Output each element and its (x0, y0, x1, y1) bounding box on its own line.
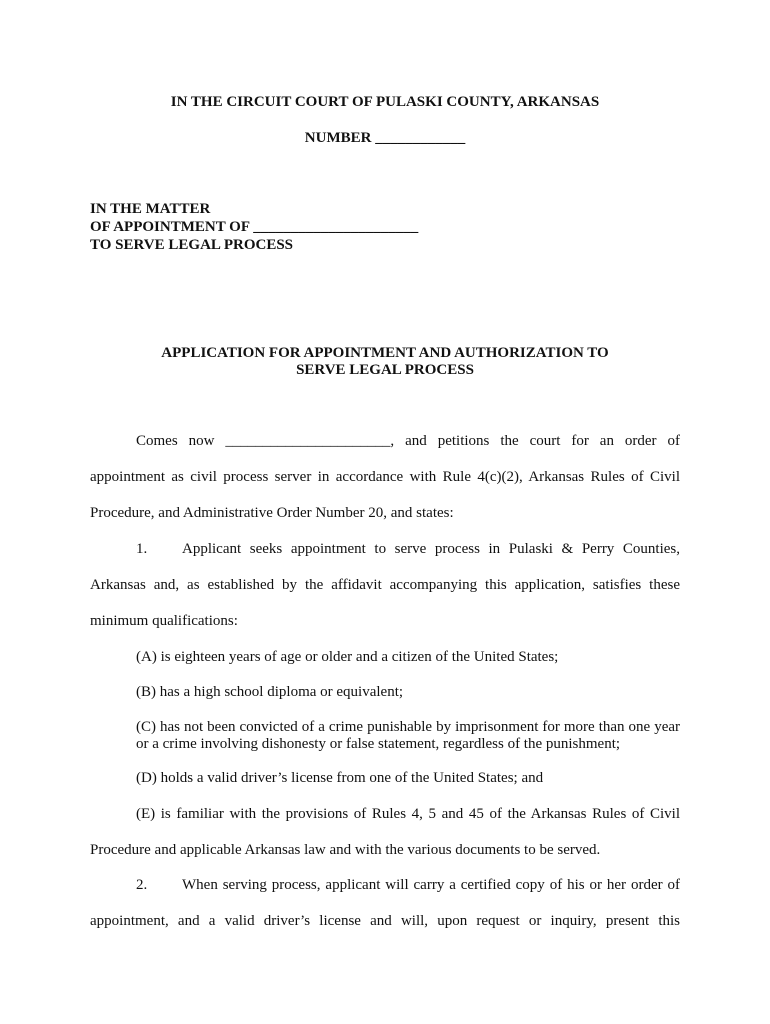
document-title-line-2: SERVE LEGAL PROCESS (296, 362, 474, 378)
intro-line-3: Procedure, and Administrative Order Number 20, and states: (90, 505, 454, 521)
intro-line-1: Comes now ______________________, and petitions the court for an order of (136, 433, 680, 449)
qualification-c-line-2: or a crime involving dishonesty or false statement, regardless of the punishment; (136, 736, 621, 752)
intro-line-2: appointment as civil process server in accordance with Rule 4(c)(2), Arkansas Rules of Civil (90, 469, 680, 485)
para-1-number: 1. (136, 541, 148, 557)
qualification-c-line-1: (C) has not been convicted of a crime punishable by imprisonment for more than one year (136, 719, 680, 735)
qualification-b: (B) has a high school diploma or equivalent; (136, 684, 404, 700)
document-title-line-1: APPLICATION FOR APPOINTMENT AND AUTHORIZATION TO (161, 345, 609, 361)
qualification-e-line-2: Procedure and applicable Arkansas law and with the various documents to be served. (90, 842, 601, 858)
case-number: NUMBER ____________ (304, 130, 466, 146)
para-2-line-2: appointment, and a valid driver’s license and will, upon request or inquiry, present this (90, 913, 680, 929)
para-1-line-2: Arkansas and, as established by the affidavit accompanying this application, satisfies these (90, 577, 680, 593)
qualification-d: (D) holds a valid driver’s license from one of the United States; and (136, 770, 544, 786)
para-1-line-3: minimum qualifications: (90, 613, 238, 629)
para-1-line-1: Applicant seeks appointment to serve process in Pulaski & Perry Counties, (182, 541, 680, 557)
para-2-number: 2. (136, 877, 148, 893)
matter-line-1: IN THE MATTER (90, 201, 211, 217)
matter-line-2: OF APPOINTMENT OF ______________________ (90, 219, 419, 235)
qualification-e-line-1: (E) is familiar with the provisions of Rules 4, 5 and 45 of the Arkansas Rules of Civil (136, 806, 680, 822)
court-heading: IN THE CIRCUIT COURT OF PULASKI COUNTY, ARKANSAS (170, 94, 600, 110)
para-2-line-1: When serving process, applicant will carry a certified copy of his or her order of (182, 877, 680, 893)
qualification-a: (A) is eighteen years of age or older and a citizen of the United States; (136, 649, 559, 665)
matter-line-3: TO SERVE LEGAL PROCESS (90, 237, 294, 253)
